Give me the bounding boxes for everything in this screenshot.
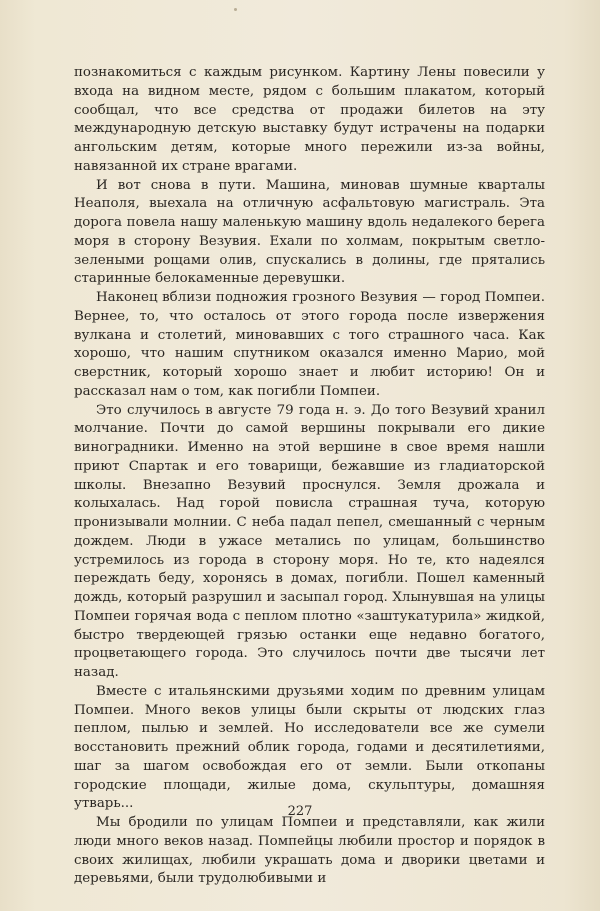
page-number: 227 [287, 804, 313, 819]
paragraph-6: Мы бродили по улицам Помпеи и представляли, как жили люди много веков назад. Помпейцы любили простор и порядок в своих жилищах, любили украшать дома и дворики цветами и деревьями, были трудолюбивыми и [74, 815, 545, 887]
body-text [74, 64, 545, 889]
paragraph-2: И вот снова в пути. Машина, миновав шумные кварталы Неаполя, выехала на отличную асфальтовую магистраль. Эта дорога повела нашу маленькую машину вдоль недалекого берега моря в сторону Везувия. Ехали по холмам, покрытым светло-зелеными рощами олив, спускались в долины, где прятались старинные белокаменные деревушки. [74, 177, 545, 287]
paragraph-3: Наконец вблизи подножия грозного Везувия — город Помпеи. Вернее, то, что осталось от этого города после извержения вулкана и столетий, миновавших с того страшного часа. Как хорошо, что нашим спутником оказался именно Марио, мой сверстник, который хорошо знает и любит историю! Он и рассказал нам о том, как погибли Помпеи. [74, 290, 545, 399]
paragraph-1: познакомиться с каждым рисунком. Картину Лены повесили у входа на видном месте, рядом с большим плакатом, который сообщал, что все средства от продажи билетов на эту международную детскую выставку будут истрачены на подарки ангольским детям, которые много пережили из-за войны, навязанной их стране врагами. [74, 65, 545, 174]
paragraph-5: Вместе с итальянскими друзьями ходим по древним улицам Помпеи. Много веков улицы были скрыты от людских глаз пеплом, пылью и землей. Но исследователи все же сумели восстановить прежний облик города, годами и десятилетиями, шаг за шагом освобождая его от земли. Были откопаны городские площади, жилые дома, скульптуры, домашняя утварь... [74, 683, 545, 812]
paper-speck [234, 8, 237, 11]
paragraph-4: Это случилось в августе 79 года н. э. До того Везувий хранил молчание. Почти до самой вершины покрывали его дикие виноградники. Именно на этой вершине в свое время нашли приют Спартак и его товарищи, бежавшие из гладиаторской школы. Внезапно Везувий проснулся. Земля дрожала и колыхалась. Над горой повисла страшная туча, которую пронизывали молнии. С неба падал пепел, смешанный с черным дождем. Люди в ужасе метались по улицам, большинство устремилось из города в сторону моря. Но те, кто надеялся переждать беду, хоронясь в домах, погибли. Пошел каменный дождь, который разрушил и засыпал город. Хлынувшая на улицы Помпеи горячая вода с пеплом плотно «заштукатурила» жидкой, быстро твердеющей грязью останки еще недавно богатого, процветающего города. Это случилось почти две тысячи лет назад. [74, 402, 545, 680]
